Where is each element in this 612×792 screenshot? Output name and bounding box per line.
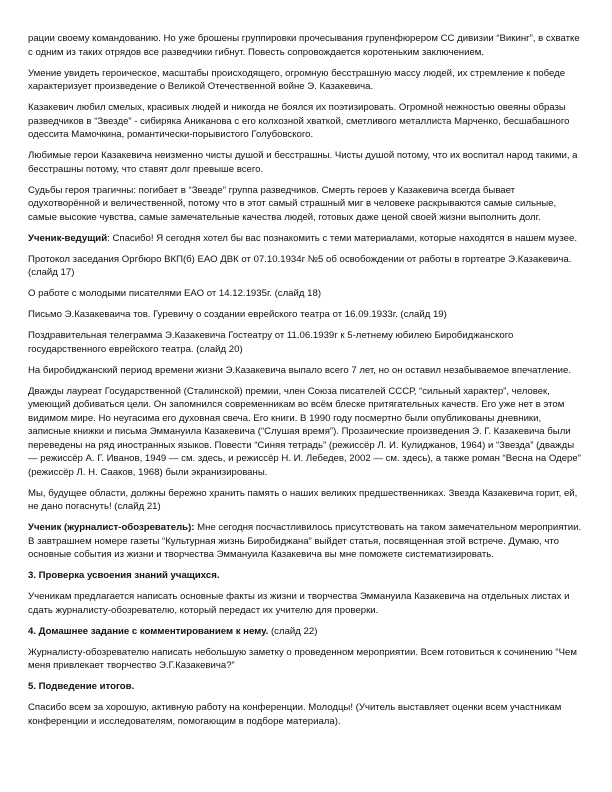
paragraph-4: [28, 149, 586, 176]
paragraph-9: [28, 308, 586, 322]
paragraph-12: [28, 385, 586, 480]
section-heading-3-text: 3. Проверка усвоения знаний учащихся.: [28, 570, 220, 581]
paragraph-10: [28, 329, 586, 356]
paragraph-18: [28, 646, 586, 673]
speaker-label-journalist: Ученик (журналист-обозреватель):: [28, 522, 195, 533]
paragraph-11: [28, 364, 586, 378]
section-heading-5: [28, 680, 586, 694]
paragraph-7: [28, 253, 586, 280]
paragraph-20-text: Спасибо всем за хорошую, активную работу на конференции. Молодцы! (Учитель выставляет оценки всем участникам конференции и исследователям, помогающим в подборе материала).: [28, 702, 562, 727]
paragraph-1: [28, 32, 586, 59]
paragraph-3: [28, 101, 586, 142]
paragraph-20: [28, 701, 586, 728]
section-heading-4-note: (слайд 22): [268, 625, 318, 637]
speaker-label-host: Ученик-ведущий: [28, 232, 108, 244]
paragraph-8-text: О работе с молодыми писателями ЕАО от 14.12.1935г. (слайд 18): [28, 288, 322, 299]
paragraph-16-text: Ученикам предлагается написать основные факты из жизни и творчества Эммануила Казакевича на отдельных листах и сдать журналисту-обозревателю, который передаст их учителю для проверки.: [28, 591, 570, 616]
paragraph-13-text: Мы, будущее области, должны бережно хранить память о наших великих предшественниках. Звезда Казакевича горит, ей, не дано погаснуть! (слайд 21): [28, 487, 578, 512]
paragraph-3-text: Казакевич любил смелых, красивых людей и никогда не боялся их поэтизировать. Огромной нежностью овеяны образы разведчиков в “Звезде” - сибиряка Аниканова с его колхозной хваткой, сметливого металлиста Марченко, бесшабашного одессита Мамочкина, романтически-порывистого Голубовского.: [28, 102, 570, 140]
paragraph-11-text: На биробиджанский период времени жизни Э.Казакевича выпало всего 7 лет, но он оставил незабываемое впечатление.: [28, 364, 572, 376]
section-heading-4-text: 4. Домашнее задание с комментированием к нему.: [28, 625, 269, 637]
paragraph-12-text: Дважды лауреат Государственной (Сталинской) премии, член Союза писателей СССР, “сильный характер”, человек, умеющий добиваться цели. Он запомнился современникам во всём блеске притягательных качеств. Его уже нет в этом видимом мире. Но неугасима его духовная свеча. Его книги. В 1990 году посмертно были опубликованы дневники, записные книжки и письма Эммануила Казакевича (“Слушая время”). Прозаические произведения Э. Г. Казакевича были переведены на ряд иностранных языков. Повести “Синяя тетрадь” (режиссёр Л. И. Кулиджанов, 1964) и “Звезда” (дважды — режиссёр А. Г. Иванов, 1949 — см. здесь, и режиссёр Н. И. Лебедев, 2002 — см. здесь), а также роман “Весна на Одере” (режиссёр Л. Н. Сааков, 1968) были экранизированы.: [28, 385, 581, 478]
paragraph-14: [28, 521, 586, 562]
paragraph-2: [28, 67, 586, 94]
paragraph-4-text: Любимые герои Казакевича неизменно чисты душой и бесстрашны. Чисты душой потому, что их воспитал народ такими, а бесстрашны потому, что ставят долг превыше всего.: [28, 150, 578, 175]
paragraph-6: [28, 232, 586, 246]
paragraph-18-text: Журналисту-обозревателю написать небольшую заметку о проведенном мероприятии. Всем готовиться к сочинению “Чем меня привлекает творчество Э.Г.Казакевича?”: [28, 646, 577, 671]
section-heading-4: [28, 625, 586, 639]
paragraph-9-text: Письмо Э.Казакеваича тов. Гуревичу о создании еврейского театра от 16.09.1933г. (слайд 19): [28, 309, 447, 320]
paragraph-2-text: Умение увидеть героическое, масштабы происходящего, огромную бесстрашную массу людей, их стремление к победе характеризует произведение о Великой Отечественной войне Э. Казакевича.: [28, 67, 566, 92]
document-page: [28, 32, 586, 736]
paragraph-10-text: Поздравительная телеграмма Э.Казакевича Гостеатру от 11.06.1939г к 5-летнему юбилею Биробиджанского государственного еврейского театра. (слайд 20): [28, 330, 514, 355]
paragraph-16: [28, 590, 586, 617]
paragraph-13: [28, 487, 586, 514]
paragraph-8: [28, 287, 586, 301]
paragraph-5-text: Судьбы героя трагичны: погибает в “Звезде” группа разведчиков. Смерть героев у Казакевича всегда бывает одухотворённой и величественной, потому что в этот самый страшный миг в человеке раскрываются самые сильные, самые высокие чувства, самые замечательные качества людей, готовых даже ценой своей жизни выполнить долг.: [28, 184, 557, 223]
paragraph-14-text: Мне сегодня посчастливилось присутствовать на таком замечательном мероприятии. В завтрашнем номере газеты “Культурная жизнь Биробиджана” выйдет статья, посвященная этой встрече. Думаю, что основные события из жизни и творчества Эммануила Казакевича вы мне поможете систематизировать.: [28, 522, 582, 560]
section-heading-5-text: 5. Подведение итогов.: [28, 681, 135, 692]
section-heading-3: [28, 569, 586, 583]
paragraph-7-text: Протокол заседания Оргбюро ВКП(б) ЕАО ДВК от 07.10.1934г №5 об освобождении от работы в гортеатре Э.Казакевича. (слайд 17): [28, 253, 572, 278]
paragraph-6-text: : Спасибо! Я сегодня хотел бы вас познакомить с теми материалами, которые находятся в нашем музее.: [107, 232, 578, 244]
paragraph-1-text: рации своему командованию. Но уже брошены группировки прочесывания групенфюрером СС дивизии “Викинг”, в схватке с одним из таких отрядов все разведчики гибнут. Повесть сопровождается коротеньким заключением.: [28, 33, 580, 58]
paragraph-5: [28, 184, 586, 225]
